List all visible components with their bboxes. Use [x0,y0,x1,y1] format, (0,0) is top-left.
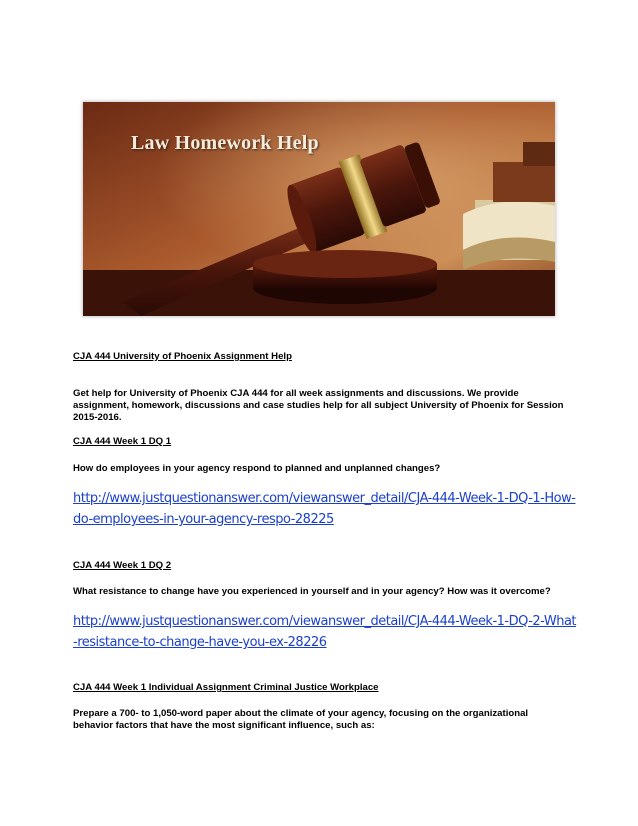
individual-assignment-heading: CJA 444 Week 1 Individual Assignment Criminal Justice Workplace [73,682,379,693]
intro-paragraph: Get help for University of Phoenix CJA 444 for all week assignments and discussions. We provide assignment, homework, discussions and case studies help for all subject University of Phoenix for Session 2015-2016. [73,388,564,423]
banner-title: Law Homework Help [131,132,319,154]
dq1-heading: CJA 444 Week 1 DQ 1 [73,436,172,447]
dq2-answer-link[interactable]: http://www.justquestionanswer.com/viewanswer_detail/CJA-444-Week-1-DQ-2-What-resistance-to-change-have-you-ex-28226 [73,614,577,650]
individual-assignment-text: Prepare a 700- to 1,050-word paper about the climate of your agency, focusing on the organizational behavior factors that have the most significant influence, such as: [73,708,529,731]
law-homework-banner-image [83,102,555,316]
dq2-question: What resistance to change have you experienced in yourself and in your agency? How was it overcome? [73,586,551,597]
dq1-question: How do employees in your agency respond to planned and unplanned changes? [73,463,441,474]
main-heading: CJA 444 University of Phoenix Assignment Help [73,351,292,362]
dq2-heading: CJA 444 Week 1 DQ 2 [73,560,172,571]
dq1-answer-link[interactable]: http://www.justquestionanswer.com/viewanswer_detail/CJA-444-Week-1-DQ-1-How-do-employees-in-your-agency-respo-28225 [73,491,576,527]
